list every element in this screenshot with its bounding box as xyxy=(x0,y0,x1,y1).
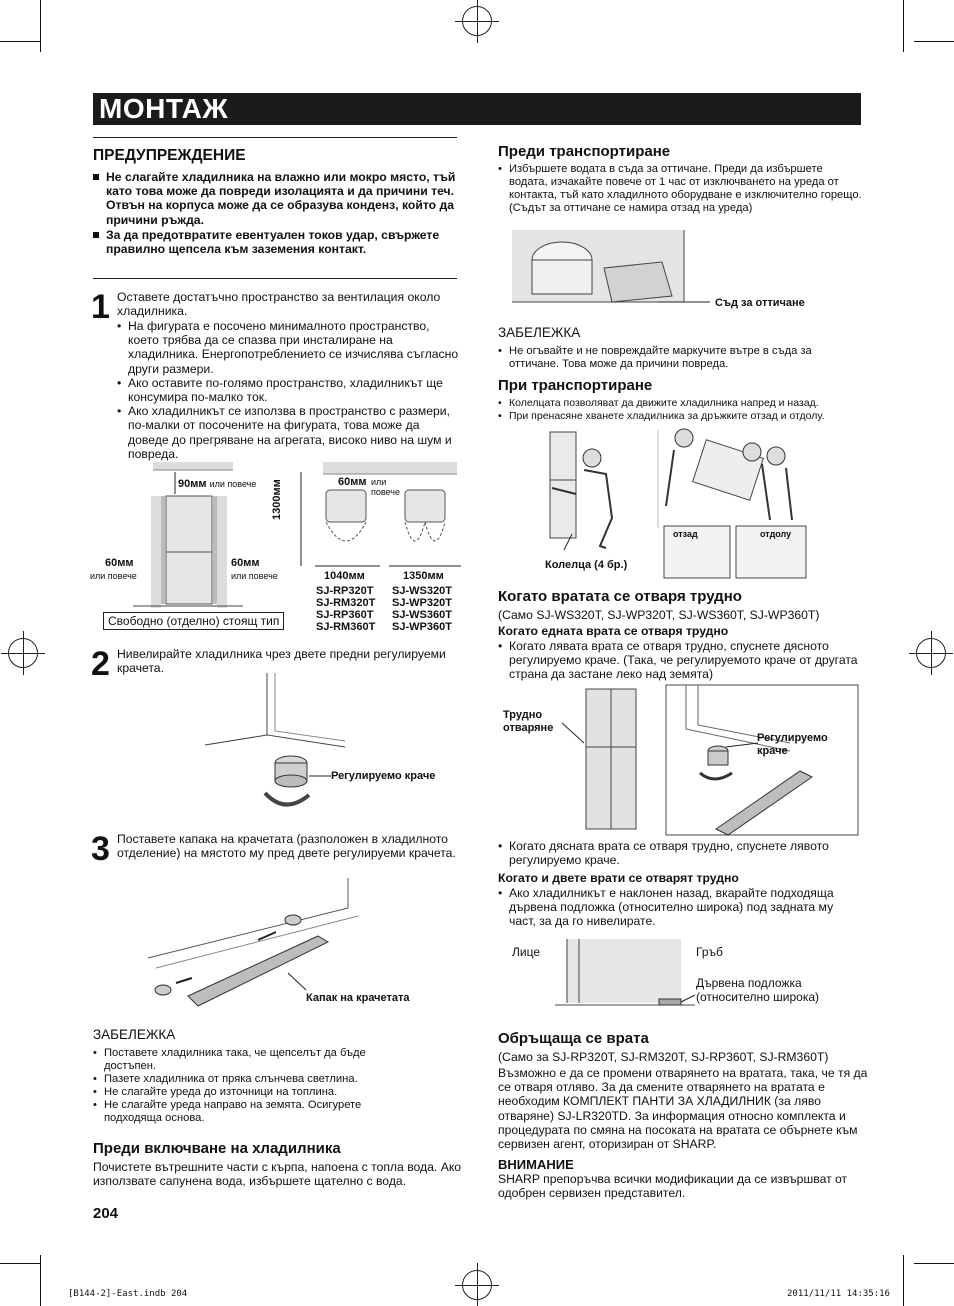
reversible-heading: Обръщаща се врата xyxy=(498,1030,649,1047)
wall-top-right xyxy=(323,462,457,474)
door-swing-a xyxy=(326,522,366,541)
registration-mark-icon xyxy=(8,638,38,668)
caution-heading: ВНИМАНИЕ xyxy=(498,1157,574,1172)
list-item: • Когато дясната врата се отваря трудно, спуснете лявото регулируемо краче. xyxy=(498,839,863,867)
step1-bullets xyxy=(117,319,462,461)
adjustable-foot-label: Регулируемо краче xyxy=(331,770,436,782)
wooden-pad-illustration xyxy=(555,935,695,1015)
before-transport-heading: Преди транспортиране xyxy=(498,143,671,160)
foot-cover-illustration xyxy=(148,878,458,1013)
list-item: • На фигурата е посочено минималното пространство, което трябва да се спазва при инсталиране на хладилника. Енергопотреблението се изчислява съгласно други размери. xyxy=(117,319,462,376)
door-leveling-illustration xyxy=(500,685,860,835)
divider xyxy=(93,278,457,279)
adjustable-foot-label-2: Регулируемо краче xyxy=(757,732,828,757)
right-door-list xyxy=(498,839,863,867)
left-gap-note: или повече xyxy=(90,571,137,581)
list-item: • Поставете хладилника така, че щепселът да бъде достъпен. xyxy=(93,1047,413,1073)
drain-pan-label: Съд за оттичане xyxy=(715,297,805,309)
door-hard-models: (Само SJ-WS320T, SJ-WP320T, SJ-WS360T, SJ-WP360T) xyxy=(498,608,820,622)
step3-text: Поставете капака на крачетата (разположен в хладилното отделение) на мястото му пред двете регулируеми крачета. xyxy=(117,832,456,861)
both-doors-list xyxy=(498,886,863,929)
right-gap-label: 60мм xyxy=(231,557,260,569)
list-item: • Ако оставите по-голямо пространство, хладилникът ще консумира по-малко ток. xyxy=(117,376,462,404)
page-title-bar xyxy=(93,93,861,125)
hard-open-label: Трудно отваряне xyxy=(503,709,554,734)
warning-item: За да предотвратите евентуален токов удар, свържете правилно щепсела към заземения контакт. xyxy=(93,228,465,256)
before-switch-text: Почистете вътрешните части с кърпа, напоена с топла вода. Ако използвате сапунена вода, избършете щателно с вода. xyxy=(93,1160,462,1189)
list-item: • При пренасяне хванете хладилника за дръжките отзад и отдолу. xyxy=(498,410,868,423)
during-transport-heading: При транспортиране xyxy=(498,377,653,394)
registration-mark-icon xyxy=(916,638,946,668)
list-item: • Когато лявата врата се отваря трудно, спуснете дясното регулируемо краче. (Така, че регулируемото краче от другата страна да застане леко над земята) xyxy=(498,639,863,682)
back-label: отзад xyxy=(673,529,698,539)
registration-mark-icon xyxy=(462,1270,492,1300)
warning-list xyxy=(93,170,465,256)
note-heading: ЗАБЕЛЕЖКА xyxy=(498,325,581,340)
crop-mark xyxy=(914,1263,954,1264)
registration-mark-icon xyxy=(462,6,492,36)
footer-right: 2011/11/11 14:35:16 xyxy=(787,1289,890,1299)
note-heading: ЗАБЕЛЕЖКА xyxy=(93,1027,176,1042)
freestanding-label: Свободно (отделно) стоящ тип xyxy=(103,612,284,630)
drain-pan-illustration xyxy=(512,230,862,320)
one-door-list xyxy=(498,639,863,682)
transport-illustration xyxy=(540,428,865,578)
both-doors-heading: Когато и двете врати се отварят трудно xyxy=(498,871,739,885)
width-b-label: 1350мм xyxy=(403,570,444,582)
before-switch-heading: Преди включване на хладилника xyxy=(93,1140,341,1157)
face-label: Лице xyxy=(512,945,540,959)
before-transport-list xyxy=(498,163,863,215)
door-hard-heading: Когато вратата се отваря трудно xyxy=(498,588,742,605)
one-door-heading: Когато едната врата се отваря трудно xyxy=(498,624,729,638)
step1-text: Оставете достатъчно пространство за вентилация около хладилника. xyxy=(117,290,441,319)
crop-mark xyxy=(40,1255,41,1306)
fridge-top-a xyxy=(326,490,366,522)
list-item: • Избършете водата в съда за оттичане. Преди да избършете водата, изчакайте повече от 1 час от изключването на уреда от контакта, тъй като хладилното оборудване е изключително горещо. (Съдът за оттичане се намира отзад на уреда) xyxy=(498,163,863,215)
page-number: 204 xyxy=(93,1205,119,1222)
note1-list xyxy=(93,1047,413,1125)
divider xyxy=(93,137,457,138)
step-number: 3 xyxy=(91,830,110,868)
crop-mark xyxy=(40,0,41,52)
crop-mark xyxy=(914,41,954,42)
top-gap2-label: 60мм xyxy=(338,476,367,488)
fridge-top-b xyxy=(405,490,445,522)
foot-cover-label: Капак на крачетата xyxy=(306,992,410,1004)
crop-mark xyxy=(903,1255,904,1306)
caution-text: SHARP препоръчва всички модификации да се извършват от одобрен сервизен представител. xyxy=(498,1172,848,1201)
list-item: • Пазете хладилника от пряка слънчева светлина. xyxy=(93,1073,413,1086)
height-label: 1300мм xyxy=(271,479,283,520)
back-side-label: Гръб xyxy=(696,945,723,959)
crop-mark xyxy=(0,1263,40,1264)
during-transport-list xyxy=(498,397,868,423)
top-gap2-note: или повече xyxy=(371,477,400,497)
models-b: SJ-WS320T SJ-WP320T SJ-WS360T SJ-WP360T xyxy=(392,585,452,633)
step2-text: Нивелирайте хладилника чрез двете предни регулируеми крачета. xyxy=(117,647,446,676)
footer-left: [B144-2]-East.indb 204 xyxy=(68,1289,188,1299)
reversible-text: Възможно е да се промени отварянето на вратата, така, че тя да се отваря отляво. За да смените отварянето на вратата е необходим КОМПЛЕКТ ПАНТИ ЗА ХЛАДИЛНИК (за ляво отваряне) SJ-LR320TD. За информация относно комплекта и процедурата по смяна на посоката на вратата се обърнете към сервизен агент, оторизиран от SHARP. xyxy=(498,1066,868,1152)
list-item: • Не слагайте уреда направо на земята. Осигурете подходяща основа. xyxy=(93,1099,413,1125)
page-title: МОНТАЖ xyxy=(99,93,229,124)
wheels-label: Колелца (4 бр.) xyxy=(545,559,628,571)
leveling-foot-illustration xyxy=(205,673,455,818)
note2-list xyxy=(498,345,863,371)
wall-right xyxy=(217,496,227,608)
fridge-front xyxy=(161,496,217,604)
width-a-label: 1040мм xyxy=(324,570,365,582)
wooden-pad-label: Дървена подложка (относително широка) xyxy=(696,976,820,1004)
crop-mark xyxy=(903,0,904,52)
list-item: • Ако хладилникът се използва в пространство с размери, по-малки от посочените на фигурата, това може да доведе до прегряване на агрегата, високо ниво на шум и повреда. xyxy=(117,404,462,461)
reversible-models: (Само за SJ-RP320T, SJ-RM320T, SJ-RP360T, SJ-RM360T) xyxy=(498,1050,829,1064)
step-number: 2 xyxy=(91,645,110,683)
warning-item: Не слагайте хладилника на влажно или мокро място, тъй като това може да повреди изолацията и да причини теч. Отвън на корпуса може да се образува конденз, който да причини ръжда. xyxy=(93,170,465,227)
step-number: 1 xyxy=(91,288,110,326)
right-gap-note: или повече xyxy=(231,571,278,581)
left-gap-label: 60мм xyxy=(105,557,134,569)
crop-mark xyxy=(0,41,40,42)
door-swing-b xyxy=(405,522,445,541)
models-a: SJ-RP320T SJ-RM320T SJ-RP360T SJ-RM360T xyxy=(316,585,376,633)
bottom-label: отдолу xyxy=(760,529,792,539)
wall-top-left xyxy=(153,462,233,470)
list-item: • Колелцата позволяват да движите хладилника напред и назад. xyxy=(498,397,868,410)
list-item: • Не слагайте уреда до източници на топлина. xyxy=(93,1086,413,1099)
wall-left xyxy=(151,496,161,608)
list-item: • Ако хладилникът е наклонен назад, вкарайте подходяща дървена подложка (относително широка) под задната му част, за да го нивелирате. xyxy=(498,886,863,929)
top-gap-label: 90мм или повече xyxy=(178,478,257,490)
warning-heading: ПРЕДУПРЕЖДЕНИЕ xyxy=(93,147,246,164)
list-item: • Не огъвайте и не повреждайте маркучите вътре в съда за оттичане. Това може да причини повреда. xyxy=(498,345,863,371)
